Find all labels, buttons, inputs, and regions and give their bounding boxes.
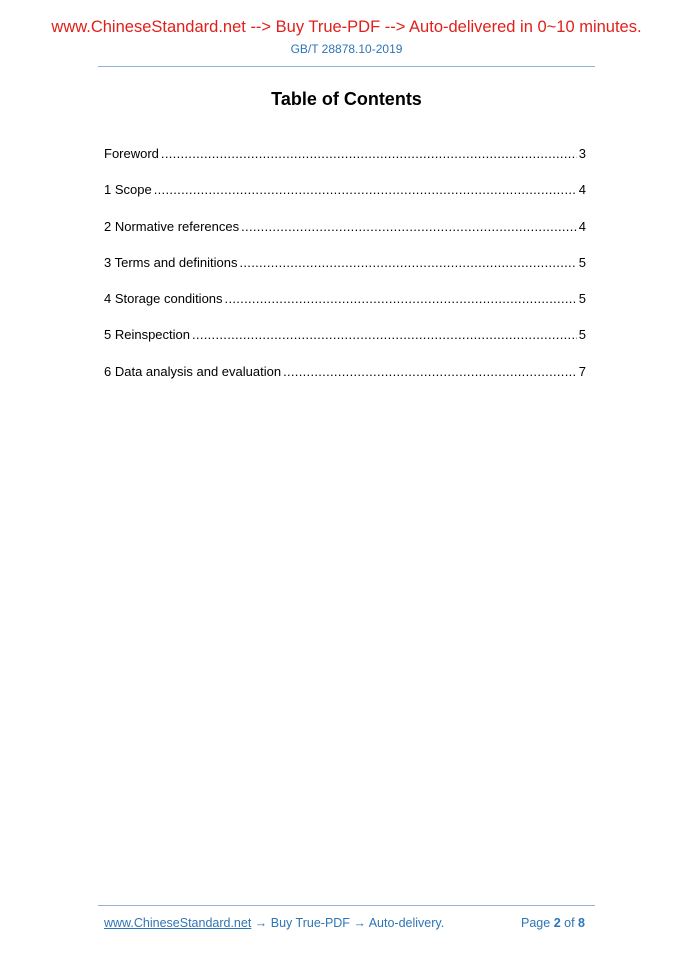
footer-promo xyxy=(104,916,444,930)
toc-leader-dots xyxy=(192,327,577,343)
toc-entry-label: Foreword xyxy=(104,146,159,161)
table-of-contents xyxy=(104,146,586,400)
toc-entry-normative-references[interactable] xyxy=(104,219,586,255)
toc-entry-terms-and-definitions[interactable] xyxy=(104,255,586,291)
toc-entry-page: 4 xyxy=(578,182,586,198)
toc-entry-storage-conditions[interactable] xyxy=(104,291,586,327)
toc-leader-dots xyxy=(225,291,577,307)
toc-entry-page: 3 xyxy=(578,146,586,161)
toc-leader-dots xyxy=(154,182,577,198)
toc-entry-page: 4 xyxy=(578,218,586,234)
toc-leader-dots xyxy=(241,219,577,235)
toc-entry-label: 2 Normative references xyxy=(104,218,240,234)
toc-entry-page: 5 xyxy=(578,291,586,307)
toc-entry-scope[interactable] xyxy=(104,182,586,218)
current-page-number: 2 xyxy=(553,916,561,930)
toc-entry-label: 4 Storage conditions xyxy=(104,291,223,307)
toc-entry-label: 3 Terms and definitions xyxy=(104,254,238,270)
toc-entry-label: 6 Data analysis and evaluation xyxy=(104,363,282,379)
of-word: of xyxy=(564,916,575,930)
toc-entry-page: 7 xyxy=(578,363,586,379)
page-footer xyxy=(104,916,585,930)
page-title: Table of Contents xyxy=(271,89,422,109)
footer-promo-text: → Buy True-PDF → Auto-delivery. xyxy=(251,916,445,930)
footer-site-link[interactable]: www.ChineseStandard.net xyxy=(104,916,252,930)
toc-entry-page: 5 xyxy=(578,327,586,343)
total-pages-number: 8 xyxy=(578,916,585,930)
header-banner[interactable]: www.ChineseStandard.net --> Buy True-PDF --> Auto-delivered in 0~10 minutes. xyxy=(51,18,642,36)
toc-entry-label: 1 Scope xyxy=(104,182,152,198)
toc-entry-page: 5 xyxy=(578,254,586,270)
toc-entry-reinspection[interactable] xyxy=(104,327,586,363)
standard-code: GB/T 28878.10-2019 xyxy=(290,42,403,56)
toc-entry-label: 5 Reinspection xyxy=(104,327,190,343)
page-word: Page xyxy=(521,916,551,930)
toc-entry-foreword[interactable] xyxy=(104,146,586,182)
footer-divider xyxy=(98,905,595,906)
header-divider xyxy=(98,66,595,67)
page-indicator xyxy=(521,916,585,930)
toc-leader-dots xyxy=(161,146,577,162)
toc-leader-dots xyxy=(239,255,576,271)
toc-leader-dots xyxy=(283,364,577,380)
toc-entry-data-analysis[interactable] xyxy=(104,364,586,400)
